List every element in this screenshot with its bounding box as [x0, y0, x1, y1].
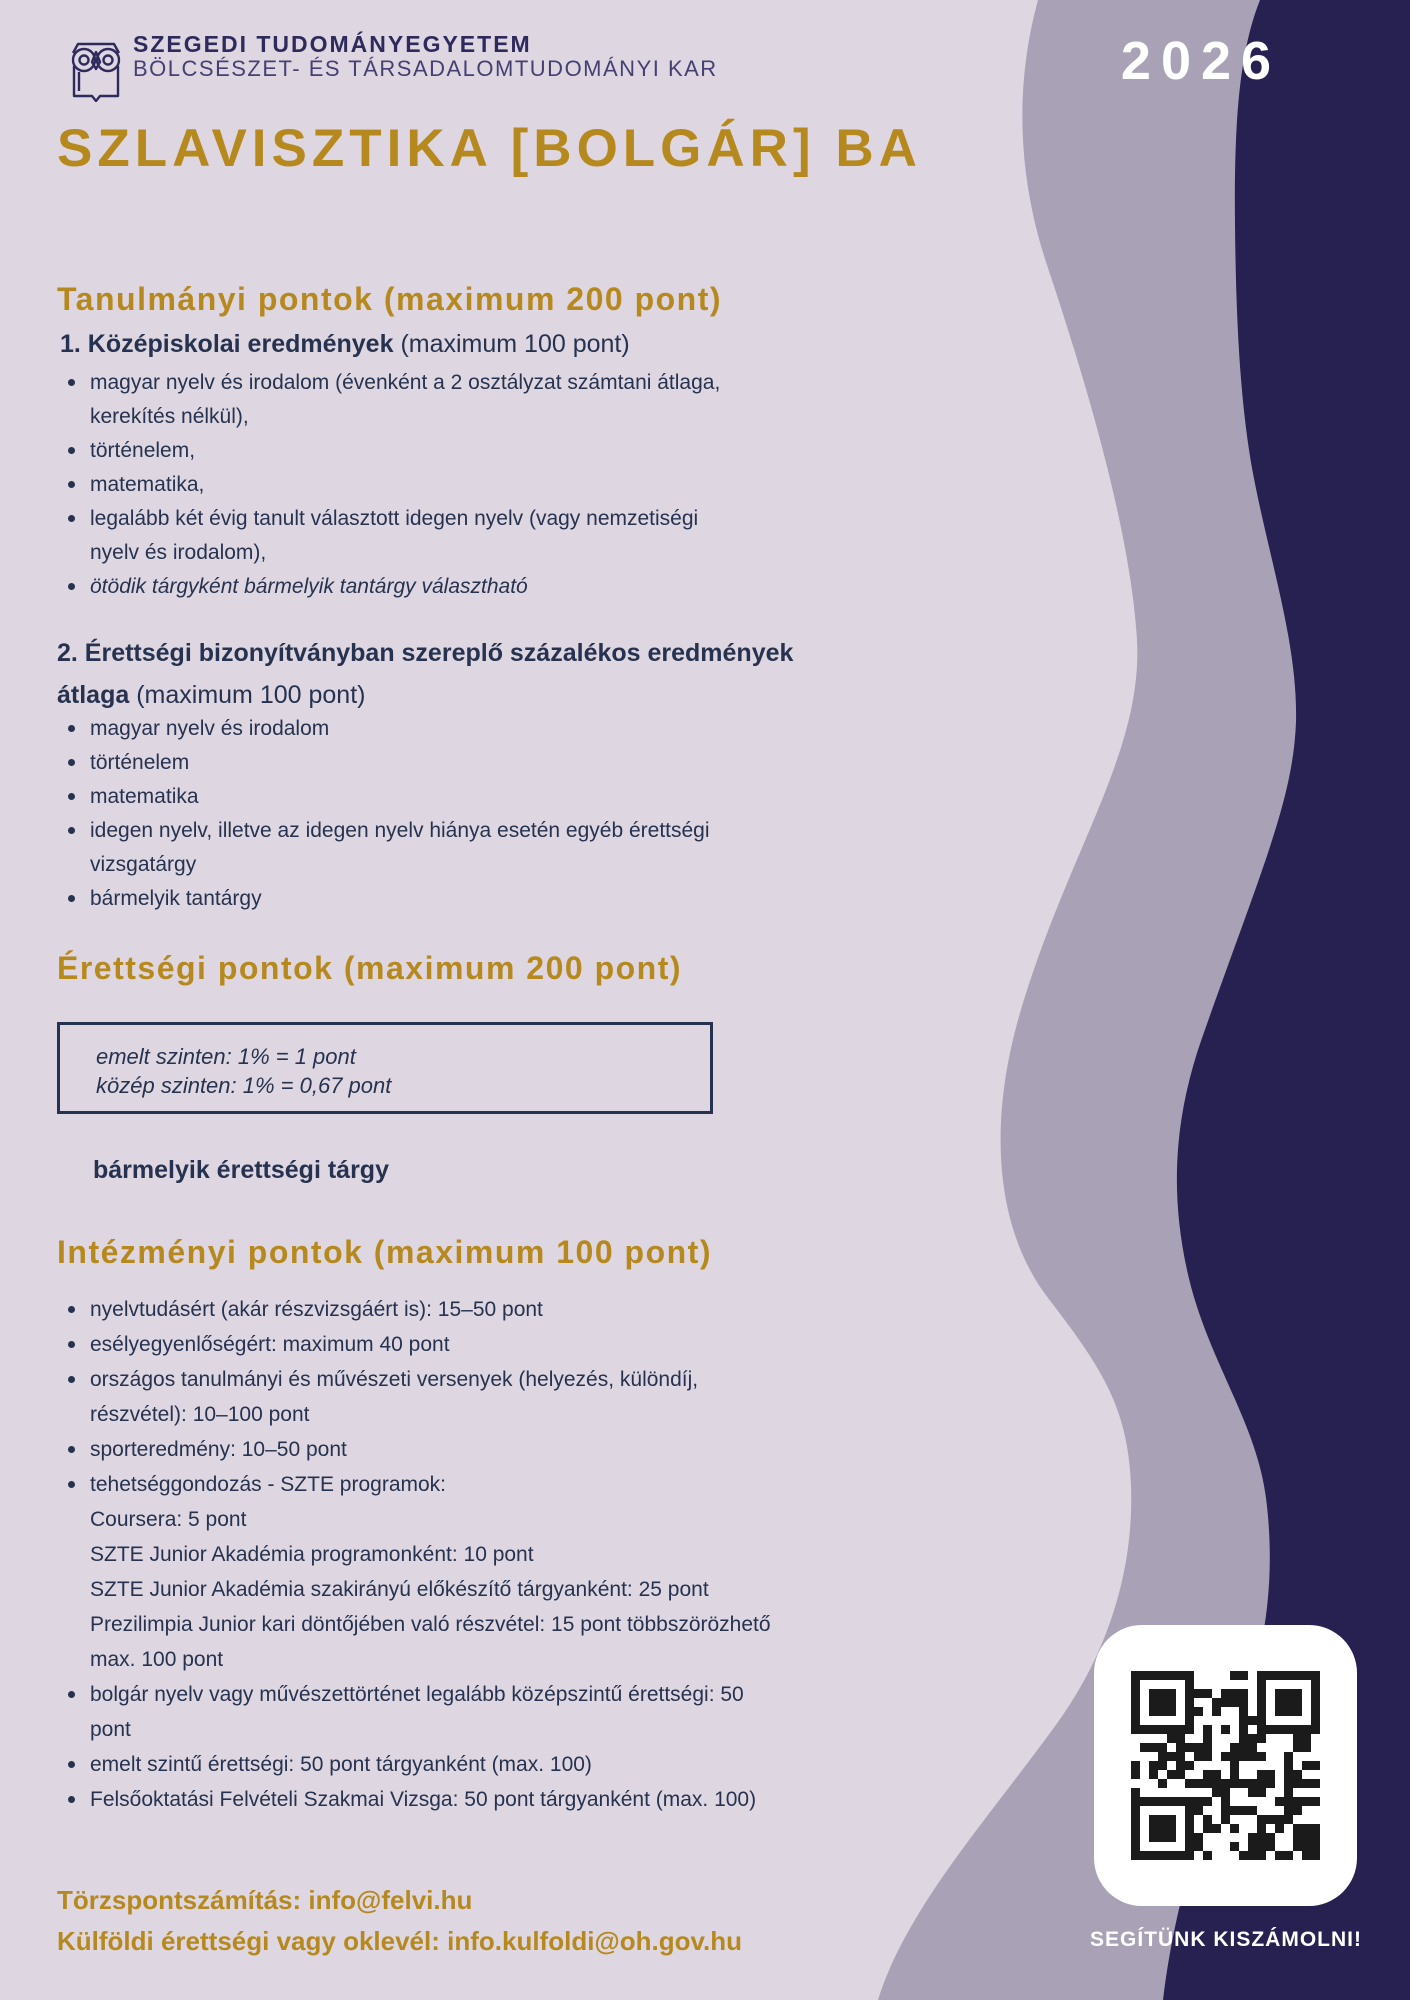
list-item-line: idegen nyelv, illetve az idegen nyelv hiánya esetén egyéb érettségi [90, 819, 710, 842]
owl-logo-icon [70, 36, 122, 102]
list-item-line: tehetséggondozás - SZTE programok: [90, 1473, 447, 1496]
section-heading-erettsegi: Érettségi pontok (maximum 200 pont) [57, 950, 683, 986]
logo-university-name: SZEGEDI TUDOMÁNYEGYETEM [133, 31, 532, 57]
poster-title: SZLAVISZTIKA [BOLGÁR] BA [57, 119, 922, 178]
list-item [57, 366, 720, 434]
list-item [57, 1467, 771, 1677]
subsection-line2-bold: átlaga [57, 681, 130, 709]
intezmenyi-list [57, 1292, 771, 1817]
bullet-dot [57, 780, 90, 814]
bullet-dot [57, 1747, 90, 1782]
subsection-line2-normal: (maximum 100 pont) [136, 681, 366, 709]
subsection-kozepiskolai [60, 330, 630, 359]
section-heading-tanulmanyi: Tanulmányi pontok (maximum 200 pont) [57, 281, 723, 317]
kozepiskolai-list [57, 366, 720, 604]
list-item-line: matematika, [90, 473, 205, 496]
contact-kulfoldi: Külföldi érettségi vagy oklevél: info.kulfoldi@oh.gov.hu [57, 1926, 743, 1956]
rule-kozep: közép szinten: 1% = 0,67 pont [96, 1073, 392, 1098]
list-item-line: kerekítés nélkül), [90, 405, 249, 428]
university-logo [70, 36, 122, 102]
subsection-line2 [57, 674, 793, 716]
list-item [57, 712, 710, 746]
subsection-erettsegi-bizonyitvany [57, 632, 793, 716]
bullet-dot [57, 1362, 90, 1432]
bullet-dot [57, 712, 90, 746]
bullet-dot [57, 468, 90, 502]
list-item-line: SZTE Junior Akadémia programonként: 10 pont [90, 1543, 534, 1566]
subsection-kozepiskolai-bold: 1. Középiskolai eredmények [60, 330, 394, 358]
list-item [57, 780, 710, 814]
list-item [57, 1782, 771, 1817]
list-item [57, 882, 710, 916]
list-item-line: ötödik tárgyként bármelyik tantárgy választható [90, 575, 528, 598]
list-item-line: max. 100 pont [90, 1648, 224, 1671]
erettsegi-note: bármelyik érettségi tárgy [93, 1156, 389, 1184]
list-item [57, 502, 720, 570]
bullet-dot [57, 366, 90, 434]
list-item [57, 570, 720, 604]
list-item-line: esélyegyenlőségért: maximum 40 pont [90, 1333, 450, 1356]
contact-torzspont: Törzspontszámítás: info@felvi.hu [57, 1885, 473, 1915]
subsection-kozepiskolai-normal: (maximum 100 pont) [400, 330, 630, 358]
list-item-line: matematika [90, 785, 199, 808]
bullet-dot [57, 746, 90, 780]
qr-caption: SEGÍTÜNK KISZÁMOLNI! [1090, 1928, 1362, 1951]
list-item [57, 468, 720, 502]
bullet-dot [57, 814, 90, 882]
list-item-line: sporteredmény: 10–50 pont [90, 1438, 347, 1461]
list-item-line: pont [90, 1718, 131, 1741]
qr-code [1131, 1671, 1320, 1860]
rule-emelt: emelt szinten: 1% = 1 pont [96, 1044, 356, 1069]
list-item [57, 1747, 771, 1782]
list-item-line: legalább két évig tanult választott idegen nyelv (vagy nemzetiségi [90, 507, 699, 530]
list-item [57, 1292, 771, 1327]
list-item [57, 1432, 771, 1467]
section-heading-intezmenyi: Intézményi pontok (maximum 100 pont) [57, 1234, 712, 1270]
list-item [57, 746, 710, 780]
list-item-line: nyelvtudásért (akár részvizsgáért is): 15–50 pont [90, 1298, 543, 1321]
list-item-line: bármelyik tantárgy [90, 887, 262, 910]
list-item-line: történelem, [90, 439, 196, 462]
bullet-dot [57, 882, 90, 916]
bullet-dot [57, 1677, 90, 1747]
list-item-line: Coursera: 5 pont [90, 1508, 247, 1531]
list-item-line: Prezilimpia Junior kari döntőjében való részvétel: 15 pont többszörözhető [90, 1613, 771, 1636]
list-item-line: Felsőoktatási Felvételi Szakmai Vizsga: 50 pont tárgyanként (max. 100) [90, 1788, 757, 1811]
list-item-line: vizsgatárgy [90, 853, 197, 876]
bullet-dot [57, 1467, 90, 1677]
bullet-dot [57, 1432, 90, 1467]
list-item-line: részvétel): 10–100 pont [90, 1403, 310, 1426]
szazalekos-list [57, 712, 710, 916]
logo-faculty-name: BÖLCSÉSZET- ÉS TÁRSADALOMTUDOMÁNYI KAR [133, 56, 718, 81]
list-item-line: történelem [90, 751, 190, 774]
list-item-line: emelt szintű érettségi: 50 pont tárgyanként (max. 100) [90, 1753, 592, 1776]
bullet-dot [57, 502, 90, 570]
list-item-line: SZTE Junior Akadémia szakirányú előkészítő tárgyanként: 25 pont [90, 1578, 709, 1601]
list-item-line: országos tanulmányi és művészeti versenyek (helyezés, különdíj, [90, 1368, 699, 1391]
list-item [57, 1327, 771, 1362]
subsection-line1: 2. Érettségi bizonyítványban szereplő százalékos eredmények [57, 639, 794, 667]
footer-contacts [57, 1880, 742, 1962]
qr-panel [1094, 1625, 1357, 1906]
list-item-line: magyar nyelv és irodalom (évenként a 2 osztályzat számtani átlaga, [90, 371, 721, 394]
list-item-line: magyar nyelv és irodalom [90, 717, 330, 740]
list-item-line: bolgár nyelv vagy művészettörténet legalább középszintű érettségi: 50 [90, 1683, 744, 1706]
bullet-dot [57, 1782, 90, 1817]
bullet-dot [57, 1327, 90, 1362]
conversion-rule-box [57, 1022, 713, 1114]
list-item [57, 434, 720, 468]
year-badge: 2026 [1120, 31, 1282, 91]
list-item-line: nyelv és irodalom), [90, 541, 267, 564]
bullet-dot [57, 570, 90, 604]
list-item [57, 814, 710, 882]
list-item [57, 1362, 771, 1432]
list-item [57, 1677, 771, 1747]
bullet-dot [57, 434, 90, 468]
bullet-dot [57, 1292, 90, 1327]
